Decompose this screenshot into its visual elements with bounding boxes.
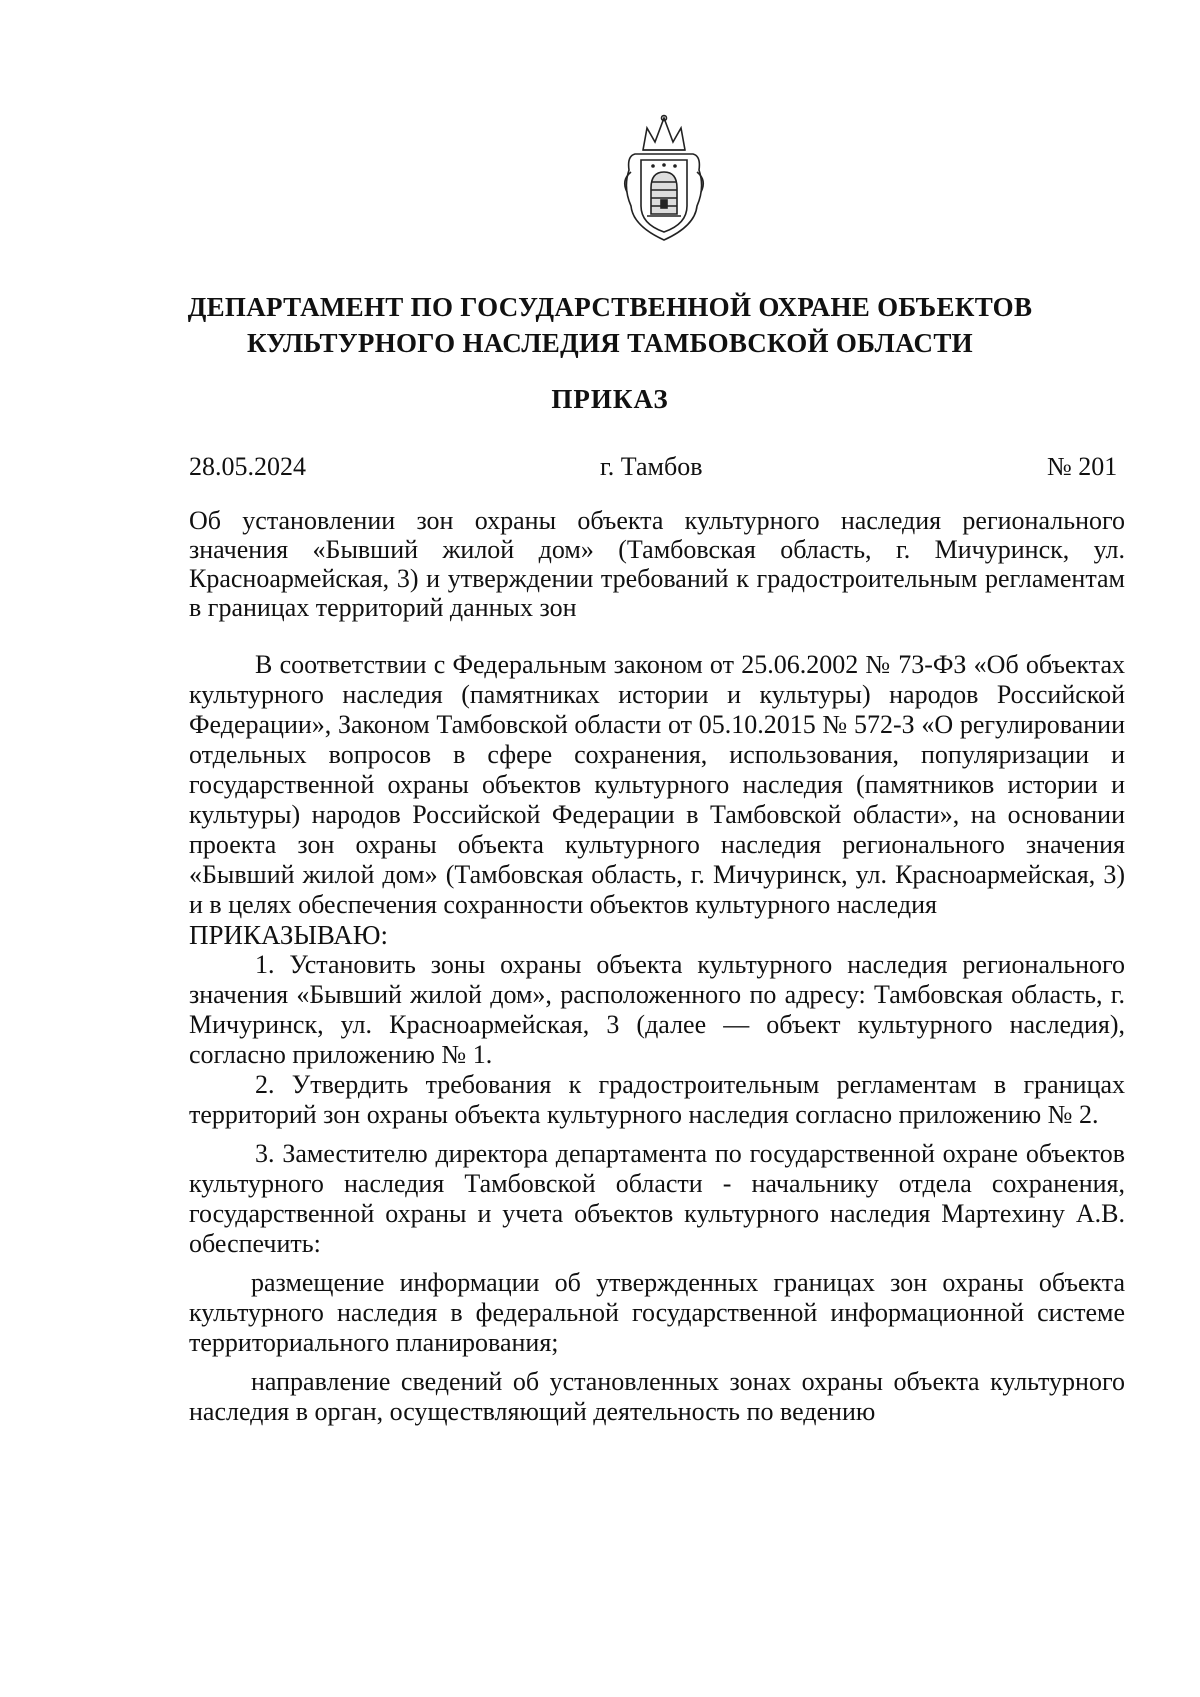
preamble-paragraph: В соответствии с Федеральным законом от 25.06.2002 № 73-ФЗ «Об объектах культурного наследия (памятниках истории и культуры) народов Российской Федерации», Законом Тамбовской области от 05.10.2015 № 572-З «О регулировании отдельных вопросов в сфере сохранения, использования, популяризации и государственной охраны объектов культурного наследия (памятников истории и культуры) народов Российской Федерации в Тамбовской области», на основании проекта зон охраны объекта культурного наследия регионального значения «Бывший жилой дом» (Тамбовская область, г. Мичуринск, ул. Красноармейская, 3) и в целях обеспечения сохранности объектов культурного наследия bbox=[189, 650, 1125, 919]
order-subject: Об установлении зон охраны объекта культурного наследия регионального значения «Бывший жилой дом» (Тамбовская область, г. Мичуринск, ул. Красноармейская, 3) и утверждении требований к градостроительным регламентам в границах территорий данных зон bbox=[189, 506, 1125, 622]
subitem-2-paragraph: направление сведений об установленных зонах охраны объекта культурного наследия в орган, осуществляющий деятельность по ведению bbox=[189, 1367, 1125, 1426]
item-2-paragraph: 2. Утвердить требования к градостроительным регламентам в границах территорий зон охраны объекта культурного наследия согласно приложению № 2. bbox=[189, 1070, 1125, 1129]
order-number: № 201 bbox=[1047, 452, 1118, 481]
order-body bbox=[189, 650, 1125, 1427]
tambov-coat-of-arms-icon bbox=[613, 110, 715, 248]
order-date: 28.05.2024 bbox=[189, 452, 306, 481]
order-title: ПРИКАЗ bbox=[551, 384, 669, 414]
department-header bbox=[150, 289, 1070, 361]
decree-word: ПРИКАЗЫВАЮ: bbox=[189, 920, 388, 950]
subitem-1-paragraph: размещение информации об утвержденных границах зон охраны объекта культурного наследия в федеральной государственной информационной системе территориального планирования; bbox=[189, 1268, 1125, 1357]
department-name-line-1: ДЕПАРТАМЕНТ ПО ГОСУДАРСТВЕННОЙ ОХРАНЕ ОБЪЕКТОВ bbox=[187, 292, 1033, 322]
item-1-paragraph: 1. Установить зоны охраны объекта культурного наследия регионального значения «Бывший жилой дом», расположенного по адресу: Тамбовская область, г. Мичуринск, ул. Красноармейская, 3 (далее — объект культурного наследия), согласно приложению № 1. bbox=[189, 950, 1125, 1069]
order-city: г. Тамбов bbox=[600, 452, 703, 481]
item-3-paragraph: 3. Заместителю директора департамента по государственной охране объектов культурного наследия Тамбовской области - начальнику отдела сохранения, государственной охраны и учета объектов культурного наследия Мартехину А.В. обеспечить: bbox=[189, 1139, 1125, 1258]
department-name-line-2: КУЛЬТУРНОГО НАСЛЕДИЯ ТАМБОВСКОЙ ОБЛАСТИ bbox=[247, 328, 973, 358]
